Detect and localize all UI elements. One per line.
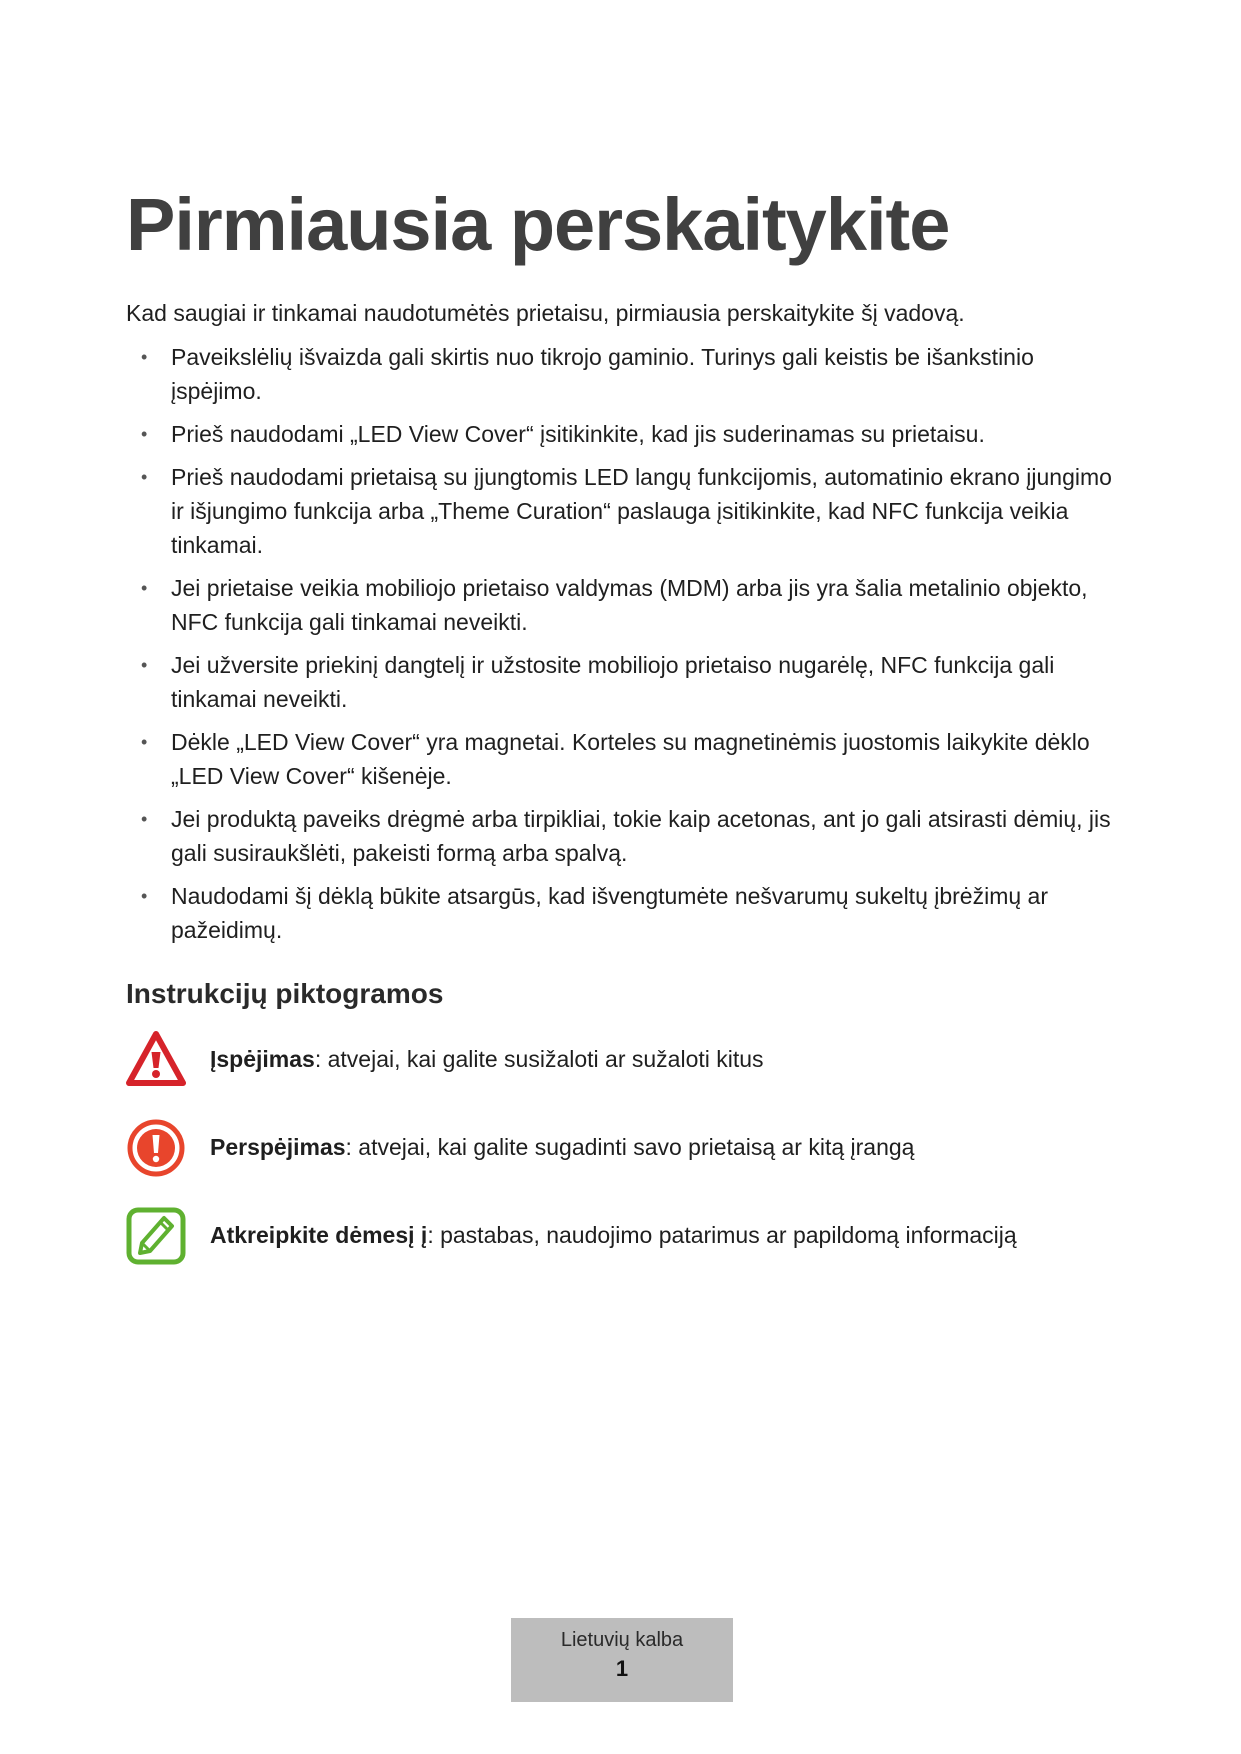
- page-title: Pirmiausia perskaitykite: [126, 183, 950, 266]
- bullet-dot-icon: •: [141, 809, 148, 829]
- list-item: [126, 460, 1126, 562]
- page-footer: [511, 1618, 733, 1702]
- bullet-dot-icon: •: [141, 347, 148, 367]
- warning-description: [210, 1042, 764, 1076]
- list-item: [126, 725, 1126, 793]
- list-item-text: Jei produktą paveiks drėgmė arba tirpikliai, tokie kaip acetonas, ant jo gali atsirasti dėmių, jis gali susiraukšlėti, pakeisti formą arba spalvą.: [171, 806, 1111, 866]
- list-item: [126, 879, 1126, 947]
- section-heading: Instrukcijų piktogramos: [126, 978, 444, 1009]
- bullet-dot-icon: •: [141, 732, 148, 752]
- list-item-text: Naudodami šį dėklą būkite atsargūs, kad išvengtumėte nešvarumų sukeltų įbrėžimų ar pažeidimų.: [171, 883, 1048, 943]
- caution-description: [210, 1130, 914, 1164]
- caution-text: : atvejai, kai galite sugadinti savo prietaisą ar kitą įrangą: [345, 1134, 915, 1160]
- caution-row: [126, 1118, 1126, 1180]
- list-item: [126, 571, 1126, 639]
- note-description: [210, 1218, 1017, 1252]
- bullet-dot-icon: •: [141, 424, 148, 444]
- note-text: : pastabas, naudojimo patarimus ar papildomą informaciją: [427, 1222, 1017, 1248]
- note-pencil-icon: [126, 1206, 186, 1266]
- note-label: Atkreipkite dėmesį į: [210, 1222, 428, 1248]
- note-row: [126, 1206, 1126, 1268]
- list-item-text: Jei prietaise veikia mobiliojo prietaiso valdymas (MDM) arba jis yra šalia metalinio objekto, NFC funkcija gali tinkamai neveikti.: [171, 575, 1088, 635]
- bullet-dot-icon: •: [141, 467, 148, 487]
- warning-triangle-icon: [126, 1030, 186, 1090]
- list-item-text: Paveikslėlių išvaizda gali skirtis nuo tikrojo gaminio. Turinys gali keistis be išankstinio įspėjimo.: [171, 344, 1034, 404]
- list-item: [126, 340, 1126, 408]
- bullet-dot-icon: •: [141, 886, 148, 906]
- page-number: 1: [615, 1656, 629, 1681]
- bullet-dot-icon: •: [141, 655, 148, 675]
- caution-label: Perspėjimas: [210, 1134, 346, 1160]
- list-item: [126, 648, 1126, 716]
- warning-text: : atvejai, kai galite susižaloti ar sužaloti kitus: [314, 1046, 764, 1072]
- list-item-text: Jei užversite priekinį dangtelį ir užstosite mobiliojo prietaiso nugarėlę, NFC funkcija gali tinkamai neveikti.: [171, 652, 1055, 712]
- list-item: [126, 417, 1126, 451]
- list-item-text: Dėkle „LED View Cover“ yra magnetai. Korteles su magnetinėmis juostomis laikykite dėklo „LED View Cover“ kišenėje.: [171, 729, 1090, 789]
- list-item-text: Prieš naudodami prietaisą su įjungtomis LED langų funkcijomis, automatinio ekrano įjungimo ir išjungimo funkcija arba „Theme Curation“ paslauga įsitikinkite, kad NFC funkcija veikia tinkamai.: [171, 464, 1112, 558]
- bullet-dot-icon: •: [141, 578, 148, 598]
- intro-text: Kad saugiai ir tinkamai naudotumėtės prietaisu, pirmiausia perskaitykite šį vadovą.: [126, 300, 965, 326]
- footer-language: Lietuvių kalba: [560, 1629, 684, 1651]
- warning-label: Įspėjimas: [210, 1046, 315, 1072]
- warning-row: [126, 1030, 1126, 1092]
- list-item: [126, 802, 1126, 870]
- list-item-text: Prieš naudodami „LED View Cover“ įsitikinkite, kad jis suderinamas su prietaisu.: [171, 421, 985, 447]
- caution-circle-icon: [126, 1118, 186, 1178]
- bullet-list: [126, 340, 1126, 956]
